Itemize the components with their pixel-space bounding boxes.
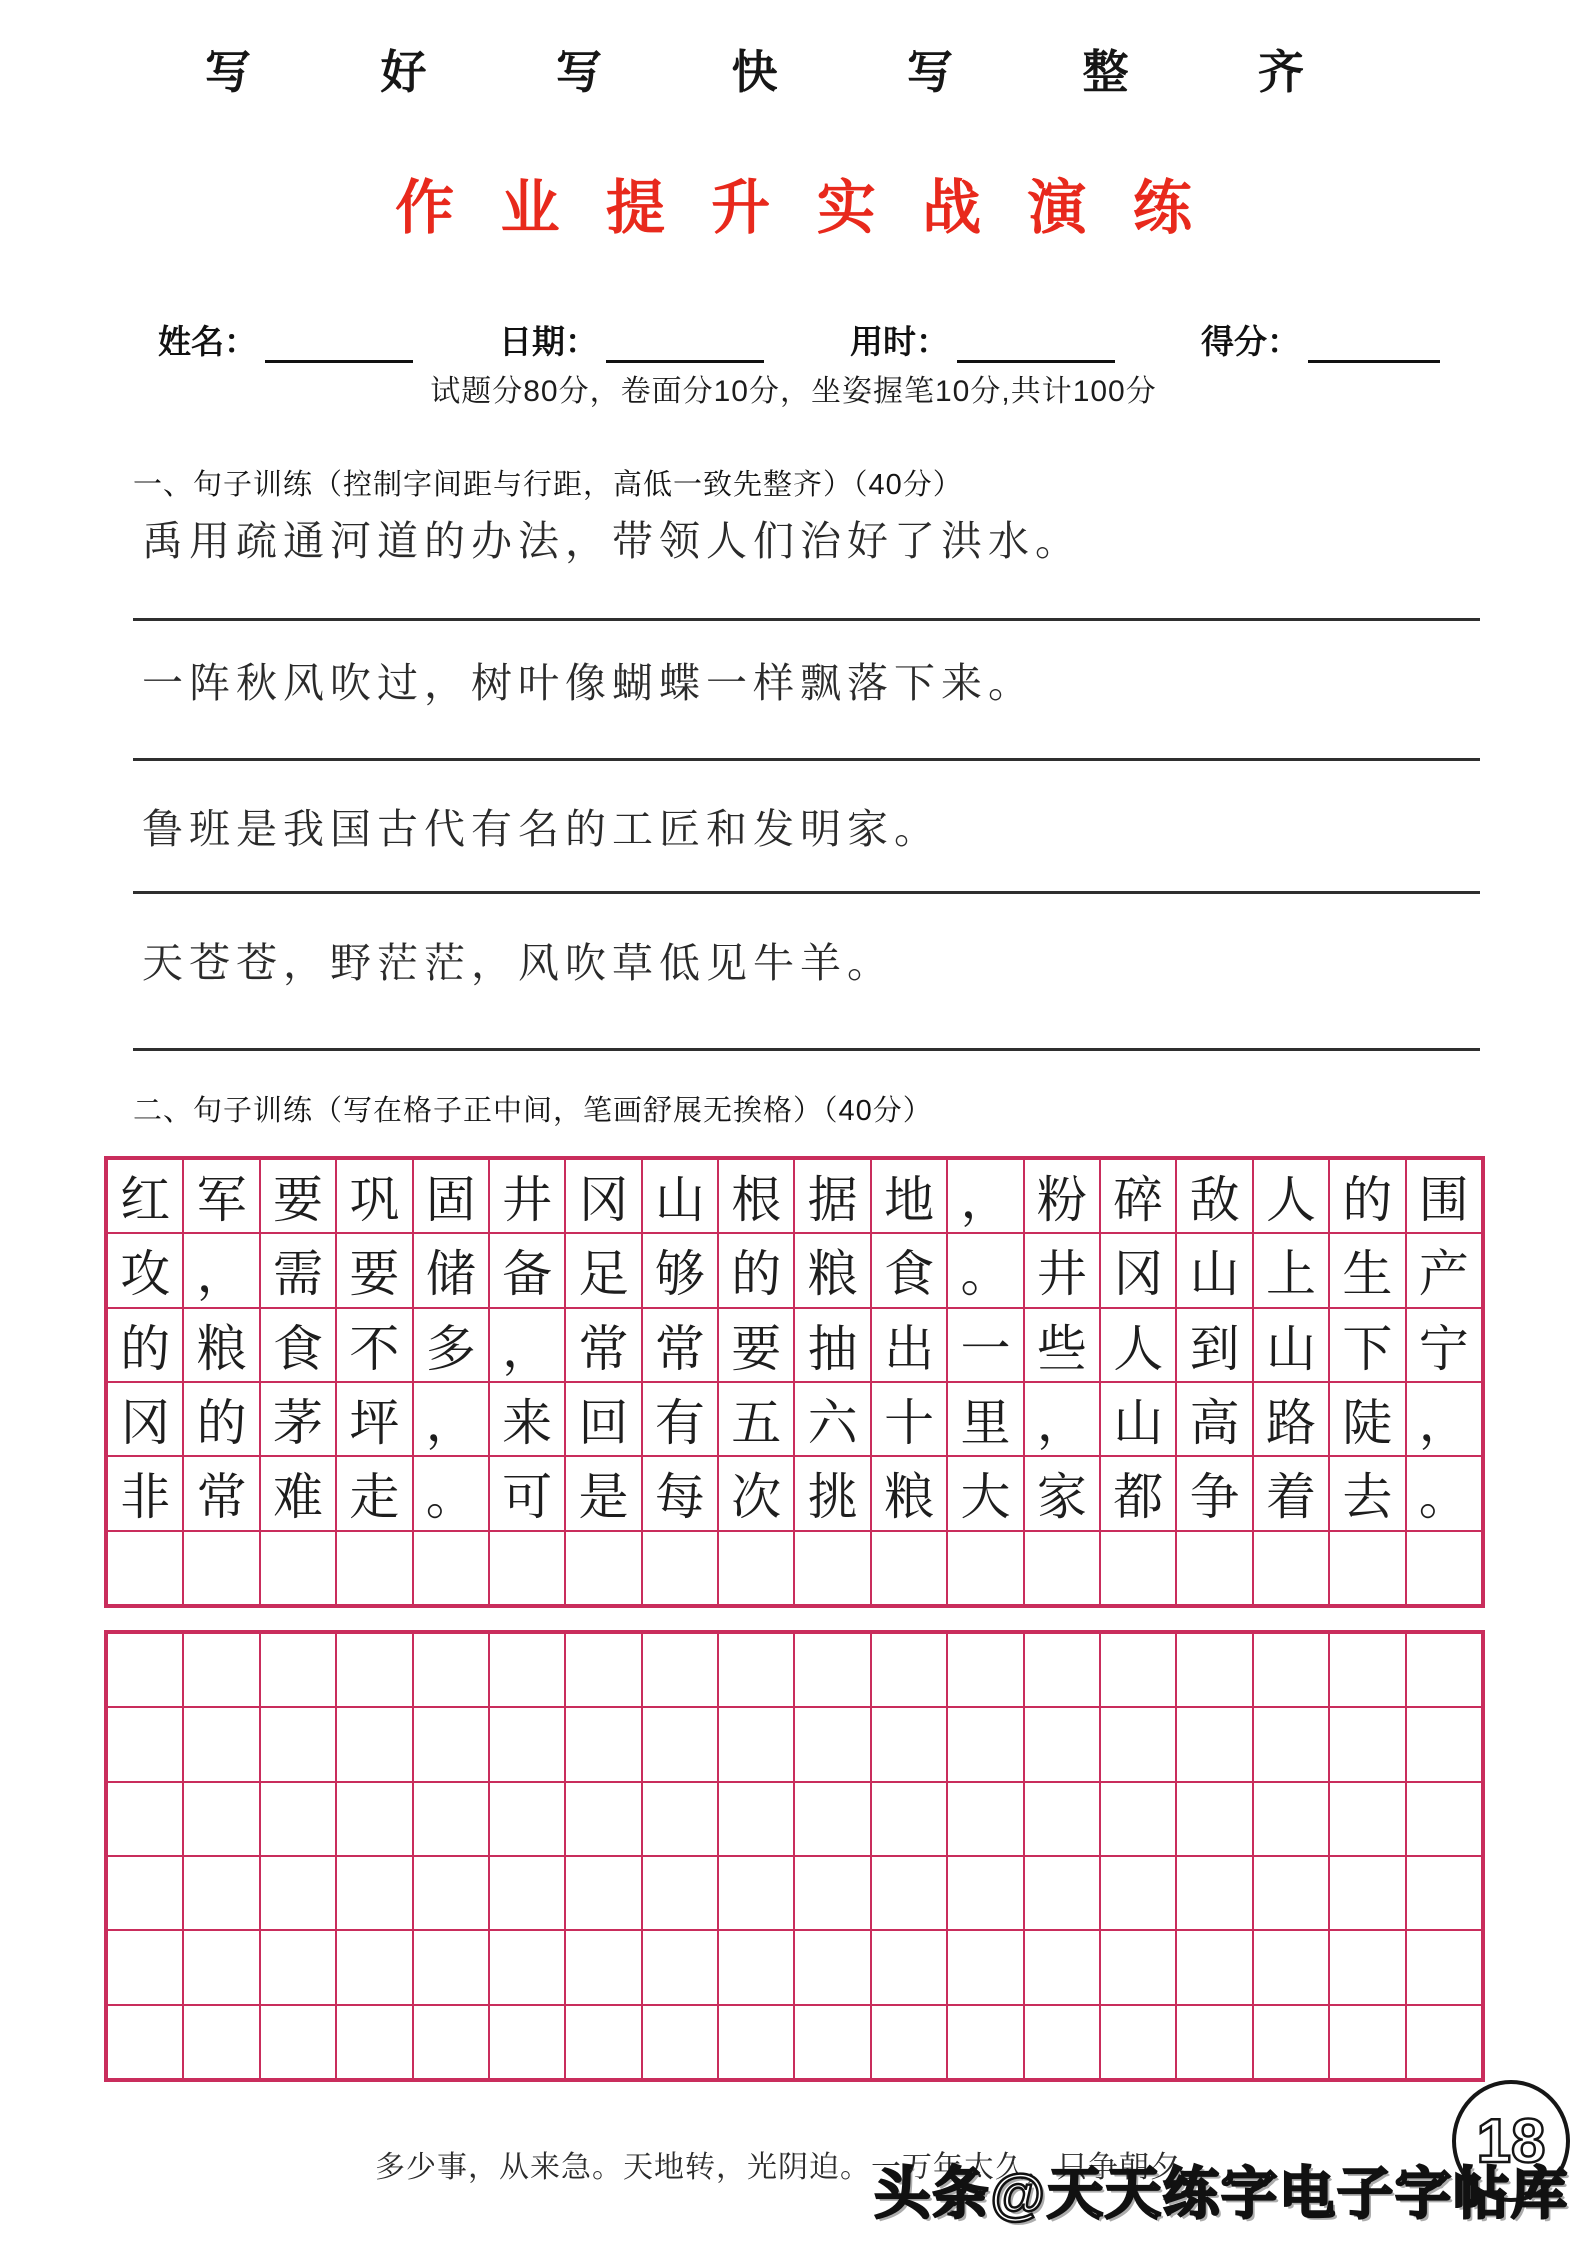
grid-cell: 足 (565, 1233, 641, 1307)
grid-cell (642, 1707, 718, 1781)
grid-cell: 常 (642, 1308, 718, 1382)
grid-cell: 出 (871, 1308, 947, 1382)
grid-cell (1406, 1782, 1482, 1856)
grid-cell: 粉 (1024, 1159, 1100, 1233)
grid-cell: 冈 (565, 1159, 641, 1233)
grid-cell: 山 (1253, 1308, 1329, 1382)
model-sentence-3: 鲁班是我国古代有名的工匠和发明家。 (142, 806, 941, 852)
grid-cell (871, 1707, 947, 1781)
grid-cell: 围 (1406, 1159, 1482, 1233)
grid-cell (413, 1633, 489, 1707)
grid-cell (336, 1633, 412, 1707)
grid-cell: 需 (260, 1233, 336, 1307)
grid-cell: 要 (260, 1159, 336, 1233)
grid-cell (183, 1856, 259, 1930)
grid-cell (1406, 1856, 1482, 1930)
grid-cell (107, 1531, 183, 1605)
name-blank (265, 327, 413, 363)
grid-cell: 十 (871, 1382, 947, 1456)
grid-cell: 五 (718, 1382, 794, 1456)
grid-cell (107, 1707, 183, 1781)
grid-cell (565, 1930, 641, 2004)
grid-cell: 下 (1329, 1308, 1405, 1382)
grid-cell: 来 (489, 1382, 565, 1456)
grid-cell (107, 1856, 183, 1930)
grid-cell: 粮 (794, 1233, 870, 1307)
grid-cell (1329, 1930, 1405, 2004)
grid-cell (1329, 1707, 1405, 1781)
grid-cell (336, 2005, 412, 2079)
grid-cell (871, 1930, 947, 2004)
grid-cell: 要 (336, 1233, 412, 1307)
grid-cell (718, 1531, 794, 1605)
grid-cell: 人 (1100, 1308, 1176, 1382)
grid-cell: 宁 (1406, 1308, 1482, 1382)
grid-cell (565, 1707, 641, 1781)
grid-cell: 碎 (1100, 1159, 1176, 1233)
practice-line-2 (133, 758, 1480, 761)
grid-cell: 生 (1329, 1233, 1405, 1307)
grid-cell: 人 (1253, 1159, 1329, 1233)
grid-cell (107, 1782, 183, 1856)
grid-cell: ， (947, 1159, 1023, 1233)
grid-cell: 根 (718, 1159, 794, 1233)
grid-cell (947, 1707, 1023, 1781)
grid-cell: 山 (642, 1159, 718, 1233)
grid-cell (1024, 1707, 1100, 1781)
grid-cell (565, 1856, 641, 1930)
grid-cell: 茅 (260, 1382, 336, 1456)
grid-cell: 大 (947, 1456, 1023, 1530)
grid-cell (871, 1633, 947, 1707)
grid-cell: 。 (947, 1233, 1023, 1307)
grid-cell: 都 (1100, 1456, 1176, 1530)
grid-cell (1100, 2005, 1176, 2079)
grid-cell (947, 1782, 1023, 1856)
grid-cell (1176, 1930, 1252, 2004)
grid-cell: 常 (565, 1308, 641, 1382)
grid-cell (794, 1856, 870, 1930)
grid-cell: 陡 (1329, 1382, 1405, 1456)
grid-cell: 据 (794, 1159, 870, 1233)
grid-cell: ， (489, 1308, 565, 1382)
grid-cell (1100, 1930, 1176, 2004)
score-blank (1308, 327, 1440, 363)
grid-cell (642, 1531, 718, 1605)
grid-cell: 储 (413, 1233, 489, 1307)
grid-cell: 路 (1253, 1382, 1329, 1456)
grid-cell (1100, 1707, 1176, 1781)
grid-cell: 上 (1253, 1233, 1329, 1307)
practice-grid-empty (104, 1630, 1485, 2082)
grid-cell: 粮 (183, 1308, 259, 1382)
grid-cell (336, 1531, 412, 1605)
grid-cell (1100, 1531, 1176, 1605)
grid-cell: 的 (1329, 1159, 1405, 1233)
grid-cell: 坪 (336, 1382, 412, 1456)
grid-cell (871, 2005, 947, 2079)
grid-cell (871, 1782, 947, 1856)
grid-cell (1024, 1531, 1100, 1605)
grid-cell (413, 1707, 489, 1781)
grid-cell (794, 1531, 870, 1605)
grid-cell (1024, 1930, 1100, 2004)
grid-cell (642, 1633, 718, 1707)
grid-cell (642, 1930, 718, 2004)
grid-cell: 巩 (336, 1159, 412, 1233)
grid-cell: 着 (1253, 1456, 1329, 1530)
page-title: 作 业 提 升 实 战 演 练 (395, 175, 1192, 241)
practice-line-4 (133, 1048, 1480, 1051)
grid-cell (947, 1633, 1023, 1707)
grid-cell (107, 1633, 183, 1707)
grid-cell (947, 1531, 1023, 1605)
grid-cell (718, 2005, 794, 2079)
grid-cell (1329, 1531, 1405, 1605)
grid-cell: 不 (336, 1308, 412, 1382)
grid-cell: 食 (871, 1233, 947, 1307)
grid-cell: 到 (1176, 1308, 1252, 1382)
grid-cell (947, 1856, 1023, 1930)
section1-heading: 一、句子训练（控制字间距与行距，高低一致先整齐）（40分） (133, 469, 963, 501)
grid-cell: 挑 (794, 1456, 870, 1530)
grid-cell (489, 1707, 565, 1781)
grid-cell (947, 1930, 1023, 2004)
grid-cell: 六 (794, 1382, 870, 1456)
grid-cell: 次 (718, 1456, 794, 1530)
grid-cell (260, 2005, 336, 2079)
grid-cell (1253, 1531, 1329, 1605)
grid-cell: 井 (1024, 1233, 1100, 1307)
grid-cell (1329, 2005, 1405, 2079)
grid-cell (1406, 1531, 1482, 1605)
grid-cell (794, 1633, 870, 1707)
grid-cell: 军 (183, 1159, 259, 1233)
grid-cell (183, 1707, 259, 1781)
grid-cell: 里 (947, 1382, 1023, 1456)
grid-cell: 地 (871, 1159, 947, 1233)
grid-cell (413, 1531, 489, 1605)
grid-cell (1329, 1633, 1405, 1707)
grid-cell (718, 1707, 794, 1781)
grid-cell: ， (1406, 1382, 1482, 1456)
model-sentence-4: 天苍苍，野茫茫，风吹草低见牛羊。 (142, 940, 894, 986)
section2-heading: 二、句子训练（写在格子正中间，笔画舒展无挨格）（40分） (133, 1095, 933, 1127)
grid-cell: ， (183, 1233, 259, 1307)
scoring-note: 试题分80分，卷面分10分，坐姿握笔10分,共计100分 (430, 375, 1157, 408)
grid-cell (947, 2005, 1023, 2079)
grid-cell (183, 1531, 259, 1605)
model-sentence-1: 禹用疏通河道的办法，带领人们治好了洪水。 (142, 518, 1082, 564)
grid-cell (1024, 1856, 1100, 1930)
grid-cell: 可 (489, 1456, 565, 1530)
grid-cell: 的 (107, 1308, 183, 1382)
grid-cell (794, 1782, 870, 1856)
grid-cell: 井 (489, 1159, 565, 1233)
grid-cell (1100, 1782, 1176, 1856)
grid-cell (183, 1782, 259, 1856)
grid-cell (1024, 1782, 1100, 1856)
grid-cell (642, 2005, 718, 2079)
name-label: 姓名： (158, 323, 257, 360)
grid-cell (565, 1531, 641, 1605)
grid-cell (336, 1856, 412, 1930)
practice-grid-filled (104, 1156, 1485, 1608)
grid-cell: 够 (642, 1233, 718, 1307)
grid-cell: 粮 (871, 1456, 947, 1530)
grid-cell (1406, 2005, 1482, 2079)
grid-cell (1329, 1782, 1405, 1856)
grid-cell (489, 1633, 565, 1707)
grid-cell: 走 (336, 1456, 412, 1530)
grid-cell: 的 (718, 1233, 794, 1307)
grid-cell (489, 2005, 565, 2079)
grid-cell: 非 (107, 1456, 183, 1530)
grid-cell: 一 (947, 1308, 1023, 1382)
grid-cell: 。 (413, 1456, 489, 1530)
grid-cell (871, 1856, 947, 1930)
grid-cell (260, 1531, 336, 1605)
grid-cell: 有 (642, 1382, 718, 1456)
score-field (1201, 316, 1440, 363)
grid-cell (1176, 1531, 1252, 1605)
grid-cell (565, 2005, 641, 2079)
page-motto: 写 好 写 快 写 整 齐 (205, 47, 1304, 98)
grid-cell: 。 (1406, 1456, 1482, 1530)
date-field (499, 316, 764, 363)
time-label: 用时： (850, 323, 949, 360)
model-sentence-2: 一阵秋风吹过，树叶像蝴蝶一样飘落下来。 (142, 660, 1035, 706)
grid-cell (1253, 1930, 1329, 2004)
grid-cell: 食 (260, 1308, 336, 1382)
date-label: 日期： (499, 323, 598, 360)
grid-cell: 些 (1024, 1308, 1100, 1382)
grid-cell (1253, 1782, 1329, 1856)
grid-cell: 多 (413, 1308, 489, 1382)
date-blank (606, 327, 764, 363)
grid-cell (183, 1633, 259, 1707)
grid-cell: 家 (1024, 1456, 1100, 1530)
grid-cell: 备 (489, 1233, 565, 1307)
grid-cell: ， (1024, 1382, 1100, 1456)
grid-cell (489, 1782, 565, 1856)
footer-quote: 多少事，从来急。天地转，光阴迫。一万年太久，只争朝夕。 (375, 2151, 1212, 2184)
grid-cell (413, 1782, 489, 1856)
grid-cell (1100, 1633, 1176, 1707)
grid-cell (718, 1856, 794, 1930)
grid-cell (642, 1782, 718, 1856)
grid-cell: 红 (107, 1159, 183, 1233)
grid-cell: 山 (1100, 1382, 1176, 1456)
grid-cell: 去 (1329, 1456, 1405, 1530)
grid-cell (1406, 1707, 1482, 1781)
grid-cell (1176, 2005, 1252, 2079)
grid-cell (1406, 1633, 1482, 1707)
grid-cell (871, 1531, 947, 1605)
grid-cell (413, 1856, 489, 1930)
grid-cell (489, 1856, 565, 1930)
grid-cell: 山 (1176, 1233, 1252, 1307)
grid-cell (565, 1782, 641, 1856)
watermark: 头条@天天练字电子字帖库 (874, 2162, 1569, 2225)
grid-cell (336, 1930, 412, 2004)
grid-cell (642, 1856, 718, 1930)
grid-cell (1253, 1707, 1329, 1781)
grid-cell (1253, 1633, 1329, 1707)
grid-cell (413, 1930, 489, 2004)
grid-cell: 产 (1406, 1233, 1482, 1307)
info-fields (158, 316, 1440, 363)
grid-cell: 敌 (1176, 1159, 1252, 1233)
grid-cell: 争 (1176, 1456, 1252, 1530)
grid-cell (183, 2005, 259, 2079)
grid-cell (1024, 1633, 1100, 1707)
grid-cell: ， (413, 1382, 489, 1456)
grid-cell: 固 (413, 1159, 489, 1233)
grid-cell (260, 1707, 336, 1781)
grid-cell: 难 (260, 1456, 336, 1530)
grid-cell (1253, 2005, 1329, 2079)
grid-cell (718, 1782, 794, 1856)
grid-cell: 冈 (107, 1382, 183, 1456)
grid-cell (260, 1856, 336, 1930)
grid-cell (1176, 1782, 1252, 1856)
grid-cell (260, 1930, 336, 2004)
grid-cell: 攻 (107, 1233, 183, 1307)
grid-cell (718, 1633, 794, 1707)
grid-cell (1253, 1856, 1329, 1930)
grid-cell (260, 1782, 336, 1856)
grid-cell (489, 1930, 565, 2004)
practice-line-1 (133, 618, 1480, 621)
grid-cell (107, 2005, 183, 2079)
grid-cell (565, 1633, 641, 1707)
grid-cell: 常 (183, 1456, 259, 1530)
grid-cell (413, 2005, 489, 2079)
grid-cell (718, 1930, 794, 2004)
grid-cell: 是 (565, 1456, 641, 1530)
grid-cell (336, 1782, 412, 1856)
page-number: 18 (1476, 2106, 1546, 2176)
name-field (158, 316, 413, 363)
grid-cell: 冈 (1100, 1233, 1176, 1307)
grid-cell (794, 1707, 870, 1781)
grid-cell (183, 1930, 259, 2004)
practice-line-3 (133, 891, 1480, 894)
grid-cell (1176, 1633, 1252, 1707)
grid-cell: 回 (565, 1382, 641, 1456)
time-field (850, 316, 1115, 363)
grid-cell (1176, 1707, 1252, 1781)
grid-cell (1406, 1930, 1482, 2004)
grid-cell (107, 1930, 183, 2004)
grid-cell (794, 2005, 870, 2079)
time-blank (957, 327, 1115, 363)
grid-cell (1100, 1856, 1176, 1930)
grid-cell (1329, 1856, 1405, 1930)
grid-cell: 的 (183, 1382, 259, 1456)
grid-cell (489, 1531, 565, 1605)
grid-cell (260, 1633, 336, 1707)
grid-cell (1176, 1856, 1252, 1930)
grid-cell: 每 (642, 1456, 718, 1530)
grid-cell (1024, 2005, 1100, 2079)
grid-cell (336, 1707, 412, 1781)
grid-cell: 要 (718, 1308, 794, 1382)
score-label: 得分： (1201, 323, 1300, 360)
grid-cell: 抽 (794, 1308, 870, 1382)
grid-cell: 高 (1176, 1382, 1252, 1456)
grid-cell (794, 1930, 870, 2004)
